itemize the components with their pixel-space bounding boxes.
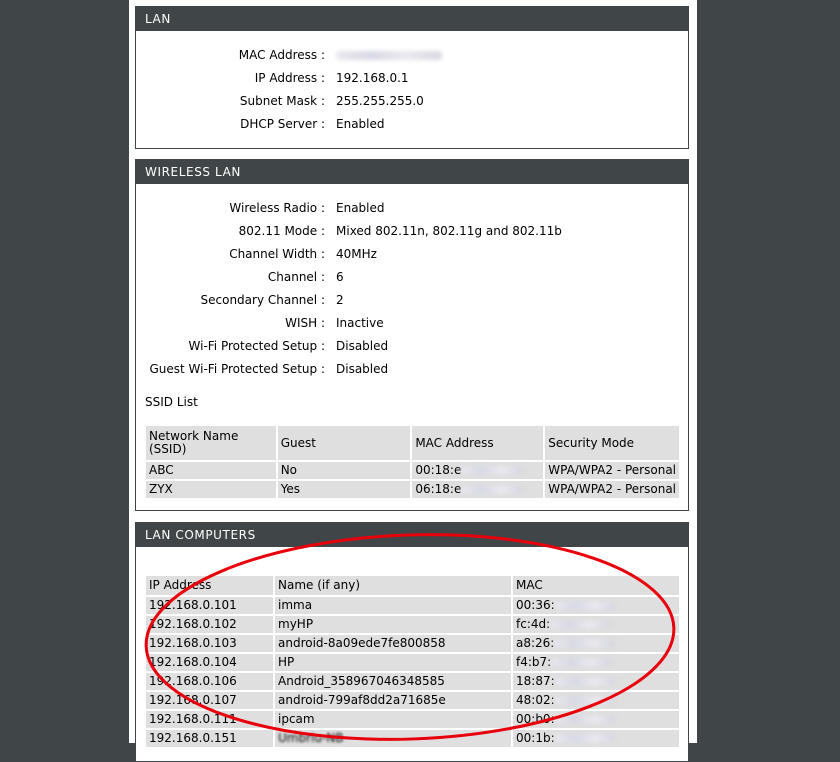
lan-subnet-value: 255.255.255.0 xyxy=(336,94,424,108)
mac-cell: a8:26: xyxy=(513,635,679,652)
ssid-table xyxy=(144,424,681,500)
wps-label: Wi-Fi Protected Setup : xyxy=(189,337,325,355)
ip-cell: 192.168.0.151 xyxy=(146,730,273,747)
guest-wps-label: Guest Wi-Fi Protected Setup : xyxy=(149,360,325,378)
guest-wps-row xyxy=(136,360,688,378)
name-cell: Android_358967046348585 xyxy=(275,673,511,690)
lan-subnet-row xyxy=(136,92,688,110)
lan-ip-value: 192.168.0.1 xyxy=(336,71,409,85)
table-row xyxy=(146,616,679,633)
ssid-list-title: SSID List xyxy=(145,395,198,409)
wireless-lan-panel xyxy=(135,159,689,511)
redacted-mac xyxy=(551,658,611,667)
security-cell: WPA/WPA2 - Personal xyxy=(545,481,679,498)
name-cell: myHP xyxy=(275,616,511,633)
table-row xyxy=(146,654,679,671)
secondary-channel-label: Secondary Channel : xyxy=(201,291,326,309)
ip-cell: 192.168.0.111 xyxy=(146,711,273,728)
redacted-mac xyxy=(461,466,523,475)
lan-subnet-label: Subnet Mask : xyxy=(240,92,325,110)
guest-cell: No xyxy=(278,462,411,479)
lan-table-header-row xyxy=(146,576,679,595)
wps-row xyxy=(136,337,688,355)
lan-ip-label: IP Address : xyxy=(255,69,325,87)
col-header-ip: IP Address xyxy=(146,576,273,595)
mac-cell: 06:18:e xyxy=(412,481,543,498)
lan-mac-label: MAC Address : xyxy=(239,46,325,64)
redacted-mac xyxy=(554,639,614,648)
status-page xyxy=(129,0,697,743)
col-header-name: Name (if any) xyxy=(275,576,511,595)
name-cell: android-799af8dd2a71685e xyxy=(275,692,511,709)
guest-wps-value: Disabled xyxy=(336,362,389,376)
wish-row xyxy=(136,314,688,332)
ip-cell: 192.168.0.103 xyxy=(146,635,273,652)
ip-cell: 192.168.0.106 xyxy=(146,673,273,690)
name-cell: imma xyxy=(275,597,511,614)
wireless-mode-label: 802.11 Mode : xyxy=(239,222,325,240)
wireless-mode-value: Mixed 802.11n, 802.11g and 802.11b xyxy=(336,224,562,238)
mac-cell: 48:02: xyxy=(513,692,679,709)
redacted-mac xyxy=(555,715,615,724)
mac-cell: fc:4d: xyxy=(513,616,679,633)
wish-label: WISH : xyxy=(285,314,325,332)
lan-dhcp-row xyxy=(136,115,688,133)
ip-cell: 192.168.0.102 xyxy=(146,616,273,633)
col-header-guest: Guest xyxy=(278,426,411,460)
table-row xyxy=(146,673,679,690)
guest-cell: Yes xyxy=(278,481,411,498)
wireless-radio-value: Enabled xyxy=(336,201,385,215)
redacted-mac xyxy=(461,485,523,494)
redacted-mac xyxy=(336,51,442,60)
channel-label: Channel : xyxy=(268,268,325,286)
mac-cell: f4:b7: xyxy=(513,654,679,671)
secondary-channel-value: 2 xyxy=(336,293,344,307)
table-row xyxy=(146,481,679,498)
mac-cell: 18:87: xyxy=(513,673,679,690)
ip-cell: 192.168.0.101 xyxy=(146,597,273,614)
security-cell: WPA/WPA2 - Personal xyxy=(545,462,679,479)
ssid-cell: ABC xyxy=(146,462,276,479)
col-header-mac: MAC Address xyxy=(412,426,543,460)
table-row xyxy=(146,635,679,652)
name-cell: HP xyxy=(275,654,511,671)
mac-cell: 00:b0: xyxy=(513,711,679,728)
ip-cell: 192.168.0.104 xyxy=(146,654,273,671)
col-header-security: Security Mode xyxy=(545,426,679,460)
wireless-radio-label: Wireless Radio : xyxy=(229,199,325,217)
lan-panel-header: LAN xyxy=(136,7,688,31)
name-cell: Umbriu-NB xyxy=(275,730,511,747)
col-header-ssid: Network Name (SSID) xyxy=(146,426,276,460)
ip-cell: 192.168.0.107 xyxy=(146,692,273,709)
mac-cell: 00:1b: xyxy=(513,730,679,747)
ssid-table-header-row xyxy=(146,426,679,460)
lan-computers-panel xyxy=(135,522,689,762)
mac-cell: 00:36: xyxy=(513,597,679,614)
redacted-mac xyxy=(555,734,615,743)
secondary-channel-row xyxy=(136,291,688,309)
name-cell: android-8a09ede7fe800858 xyxy=(275,635,511,652)
table-row xyxy=(146,597,679,614)
channel-width-label: Channel Width : xyxy=(229,245,325,263)
ssid-cell: ZYX xyxy=(146,481,276,498)
mac-cell: 00:18:e xyxy=(412,462,543,479)
redacted-mac xyxy=(555,601,615,610)
name-cell: ipcam xyxy=(275,711,511,728)
lan-computers-panel-header: LAN COMPUTERS xyxy=(136,523,688,547)
lan-dhcp-value: Enabled xyxy=(336,117,385,131)
col-header-mac: MAC xyxy=(513,576,679,595)
channel-value: 6 xyxy=(336,270,344,284)
lan-mac-value xyxy=(336,46,442,64)
redacted-mac xyxy=(550,620,610,629)
wps-value: Disabled xyxy=(336,339,389,353)
wireless-mode-row xyxy=(136,222,688,240)
lan-panel xyxy=(135,6,689,149)
lan-computers-table xyxy=(144,574,681,749)
table-row xyxy=(146,692,679,709)
wireless-radio-row xyxy=(136,199,688,217)
lan-dhcp-label: DHCP Server : xyxy=(240,115,325,133)
table-row xyxy=(146,730,679,747)
wireless-panel-header: WIRELESS LAN xyxy=(136,160,688,184)
table-row xyxy=(146,462,679,479)
lan-mac-row xyxy=(136,46,688,64)
channel-width-row xyxy=(136,245,688,263)
channel-row xyxy=(136,268,688,286)
redacted-mac xyxy=(555,696,615,705)
channel-width-value: 40MHz xyxy=(336,247,377,261)
redacted-mac xyxy=(555,677,615,686)
lan-ip-row xyxy=(136,69,688,87)
wish-value: Inactive xyxy=(336,316,384,330)
table-row xyxy=(146,711,679,728)
